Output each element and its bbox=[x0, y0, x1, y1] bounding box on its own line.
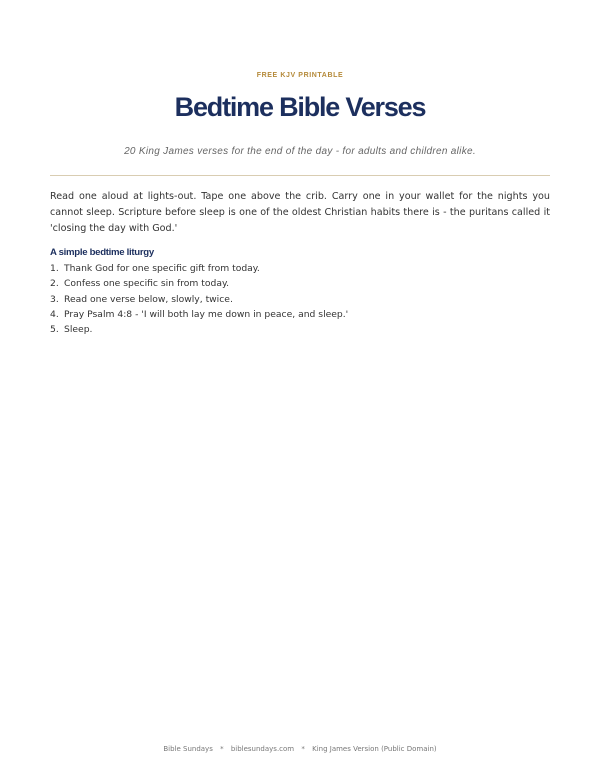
list-item bbox=[50, 322, 550, 337]
intro-paragraph: Read one aloud at lights-out. Tape one above the crib. Carry one in your wallet for the nights you cannot sleep. Scripture before sleep is one of the oldest Christian habits there is - the puritans called it 'closing the day with God.' bbox=[50, 191, 550, 234]
page-subtitle: 20 King James verses for the end of the day - for adults and children alike. bbox=[124, 146, 476, 157]
step-number: 5. bbox=[50, 324, 59, 336]
liturgy-heading: A simple bedtime liturgy bbox=[50, 247, 154, 258]
step-number: 1. bbox=[50, 263, 59, 274]
step-text: Read one verse below, slowly, twice. bbox=[64, 293, 233, 305]
footer-separator: * bbox=[220, 745, 224, 753]
step-text: Confess one specific sin from today. bbox=[64, 278, 230, 290]
footer-url: biblesundays.com bbox=[230, 745, 295, 753]
list-item bbox=[50, 307, 550, 322]
list-item bbox=[50, 292, 550, 307]
page-footer bbox=[0, 745, 600, 753]
footer-site-name: Bible Sundays bbox=[163, 745, 213, 753]
list-item bbox=[50, 276, 550, 291]
liturgy-steps-list bbox=[50, 261, 550, 337]
page-title: Bedtime Bible Verses bbox=[174, 92, 426, 122]
step-number: 3. bbox=[50, 293, 59, 305]
footer-version: King James Version (Public Domain) bbox=[312, 745, 437, 753]
step-text: Thank God for one specific gift from today. bbox=[64, 263, 260, 274]
step-number: 4. bbox=[50, 308, 59, 320]
eyebrow-label: FREE KJV PRINTABLE bbox=[256, 72, 344, 79]
step-text: Sleep. bbox=[64, 324, 93, 336]
step-number: 2. bbox=[50, 278, 59, 290]
list-item bbox=[50, 261, 550, 276]
step-text: Pray Psalm 4:8 - 'I will both lay me down in peace, and sleep.' bbox=[64, 308, 349, 320]
header-divider bbox=[50, 175, 550, 176]
footer-separator: * bbox=[301, 745, 305, 753]
